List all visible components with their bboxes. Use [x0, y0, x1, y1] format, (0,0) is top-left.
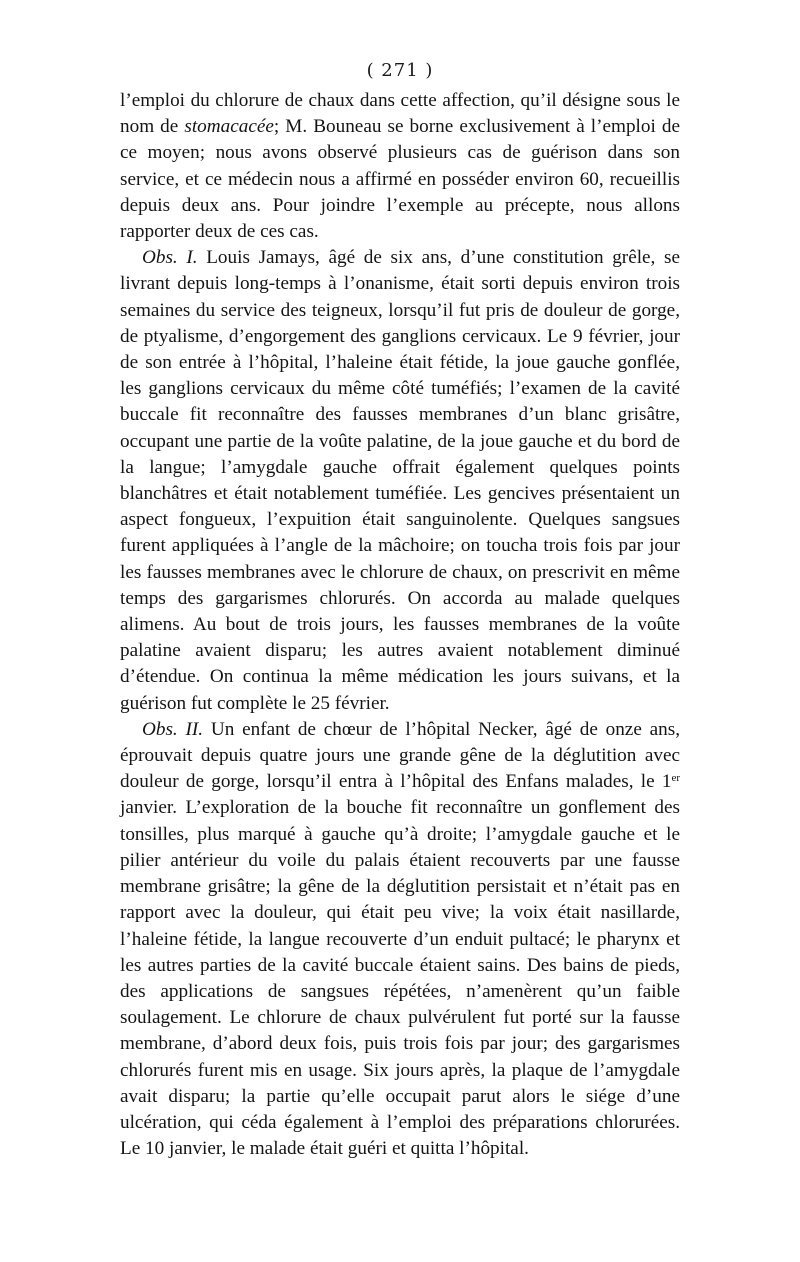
intro-text-end: ; M. Bouneau se borne exclusivement à l’emploi de ce moyen; nous avons observé plusieurs cas de guérison dans son service, et ce médecin nous a affirmé en posséder environ 60, recueillis depuis deux ans. Pour joindre l’exemple au précepte, nous allons rapporter deux de ces cas.: [120, 116, 680, 243]
intro-paragraph: [120, 88, 680, 245]
page-number: ( 271 ): [366, 60, 434, 81]
observation-2-text-b: janvier. L’exploration de la bouche fit reconnaître un gonflement des tonsilles, plus marqué à gauche qu’à droite; l’amygdale gauche et le pilier antérieur du voile du palais étaient recouverts par une fausse membrane grisâtre; la gêne de la déglutition persistait et n’était pas en rapport avec la douleur, qui était peu vive; la voix était nasillarde, l’haleine fétide, la langue recouverte d’un enduit pultacé; le pharynx et les autres parties de la cavité buccale étaient sains. Des bains de pieds, des applications de sangsues répétées, n’amenèrent qu’un faible soulagement. Le chlorure de chaux pulvérulent fut porté sur la fausse membrane, d’abord deux fois, puis trois fois par jour; des gargarismes chlorurés furent mis en usage. Six jours après, la plaque de l’amygdale avait disparu; la partie qu’elle occupait parut alors le siége d’une ulcération, qui céda également à l’emploi des préparations chlorurées. Le 10 janvier, le malade était guéri et quitta l’hôpital.: [120, 797, 680, 1160]
ordinal-superscript: er: [671, 772, 680, 785]
observation-2-text-a: Un enfant de chœur de l’hôpital Necker, âgé de onze ans, éprouvait depuis quatre jours une grande gêne de la déglutition avec douleur de gorge, lorsqu’il entra à l’hôpital des Enfans malades, le 1: [120, 718, 680, 793]
observation-2-label: Obs. II.: [142, 718, 204, 740]
observation-1-label: Obs. I.: [142, 247, 198, 269]
body-text: [120, 88, 680, 1162]
term-stomacacee: stomacacée: [184, 116, 274, 138]
intro-text-start: l’emploi du chlorure de chaux dans cette affection, qu’il désigne sous le nom de: [120, 90, 680, 138]
observation-1: [120, 245, 680, 717]
observation-1-text: Louis Jamays, âgé de six ans, d’une constitution grêle, se livrant depuis long-temps à l’onanisme, était sorti depuis environ trois semaines du service des teigneux, lorsqu’il fut pris de douleur de gorge, de ptyalisme, d’engorgement des ganglions cervicaux. Le 9 février, jour de son entrée à l’hôpital, l’haleine était fétide, la joue gauche gonflée, les ganglions cervicaux du même côté tuméfiés; l’examen de la cavité buccale fit reconnaître des fausses membranes d’un blanc grisâtre, occupant une partie de la voûte palatine, de la joue gauche et du bord de la langue; l’amygdale gauche offrait également quelques points blanchâtres et était notablement tuméfiée. Les gencives présentaient un aspect fongueux, l’expuition était sanguinolente. Quelques sangsues furent appliquées à l’angle de la mâchoire; on toucha trois fois par jour les fausses membranes avec le chlorure de chaux, on prescrivit en même temps des gargarismes chlorurés. On accorda au malade quelques alimens. Au bout de trois jours, les fausses membranes de la voûte palatine avaient disparu; les autres avaient notablement diminué d’étendue. On continua la même médication les jours suivans, et la guérison fut complète le 25 février.: [120, 247, 680, 714]
observation-2: [120, 717, 680, 1162]
